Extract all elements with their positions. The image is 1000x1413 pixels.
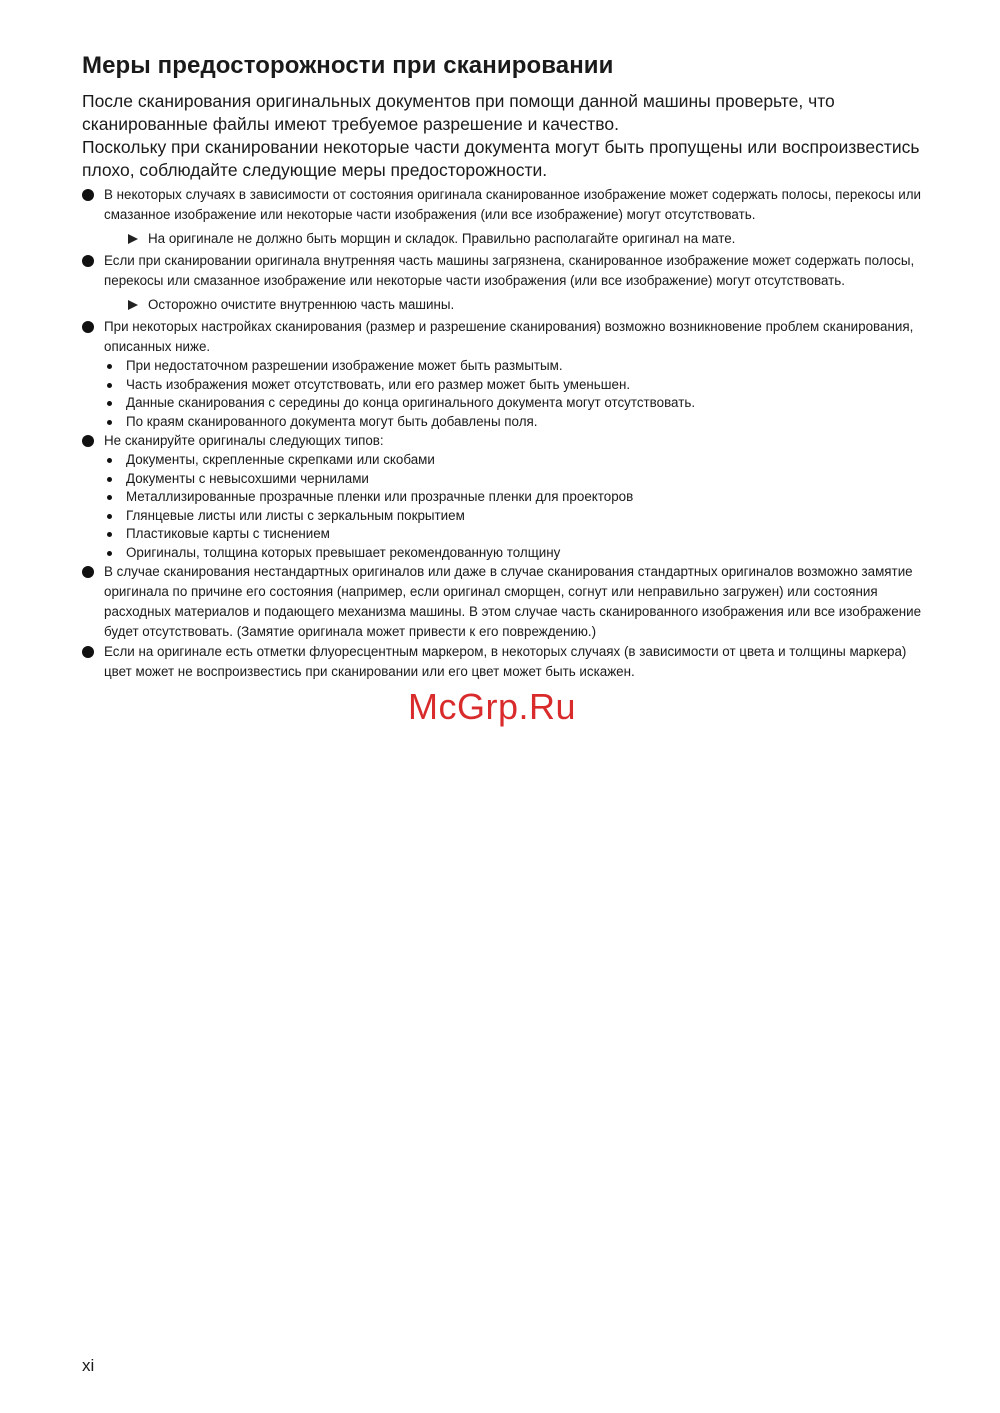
list-item-text: При некоторых настройках сканирования (размер и разрешение сканирования) возможно возникновение проблем сканирования, описанных ниже. (104, 319, 914, 354)
list-item (82, 185, 922, 225)
sub-list-item: Оригиналы, толщина которых превышает рекомендованную толщину (82, 544, 922, 563)
list-item (82, 431, 922, 451)
sub-list-item: При недостаточном разрешении изображение может быть размытым. (82, 357, 922, 376)
sub-list-item: Пластиковые карты с тиснением (82, 525, 922, 544)
list-item-text: Если на оригинале есть отметки флуоресцентным маркером, в некоторых случаях (в зависимости от цвета и толщины маркера) цвет может не воспроизвестись при сканировании или его цвет может быть искажен. (104, 644, 907, 679)
small-bullet-icon (107, 551, 112, 556)
small-bullet-icon (107, 383, 112, 388)
small-bullet-icon (107, 458, 112, 463)
list-item-text: В некоторых случаях в зависимости от состояния оригинала сканированное изображение может содержать полосы, перекосы или смазанное изображение или некоторые части изображения (или все изображение) могут отсутствовать. (104, 187, 922, 222)
sub-list-item: Глянцевые листы или листы с зеркальным покрытием (82, 507, 922, 526)
sub-list-item: Металлизированные прозрачные пленки или прозрачные пленки для проекторов (82, 488, 922, 507)
triangle-arrow-icon (128, 234, 138, 244)
small-bullet-icon (107, 364, 112, 369)
sub-list-item: По краям сканированного документа могут быть добавлены поля. (82, 413, 922, 432)
small-bullet-icon (107, 514, 112, 519)
action-note (82, 295, 922, 315)
list-item (82, 251, 922, 291)
sub-list (82, 451, 922, 562)
sub-list-item: Документы, скрепленные скрепками или скобами (82, 451, 922, 470)
document-page (82, 50, 922, 682)
sub-list-item: Данные сканирования с середины до конца оригинального документа могут отсутствовать. (82, 394, 922, 413)
intro-paragraph-2: Поскольку при сканировании некоторые части документа могут быть пропущены или воспроизвестись плохо, соблюдайте следующие меры предосторожности. (82, 137, 920, 180)
list-item-text: Не сканируйте оригиналы следующих типов: (104, 433, 384, 448)
action-note-text: На оригинале не должно быть морщин и складок. Правильно располагайте оригинал на мате. (148, 231, 736, 246)
small-bullet-icon (107, 495, 112, 500)
intro-paragraph-1: После сканирования оригинальных документов при помощи данной машины проверьте, что сканированные файлы имеют требуемое разрешение и качество. (82, 91, 835, 134)
sub-list-item: Часть изображения может отсутствовать, или его размер может быть уменьшен. (82, 376, 922, 395)
list-item-text: В случае сканирования нестандартных оригиналов или даже в случае сканирования стандартных оригиналов возможно замятие оригинала по причине его состояния (например, если оригинал сморщен, согнут или неправильно загружен) или состояния расходных материалов и подающего механизма машины. В этом случае часть сканированного изображения или все изображение будет отсутствовать. (Замятие оригинала может привести к его повреждению.) (104, 564, 922, 639)
bullet-icon (82, 646, 94, 658)
action-note-text: Осторожно очистите внутреннюю часть машины. (148, 297, 455, 312)
action-note (82, 229, 922, 249)
small-bullet-icon (107, 420, 112, 425)
page-title: Меры предосторожности при сканировании (82, 52, 614, 79)
list-item (82, 562, 922, 642)
bullet-icon (82, 321, 94, 333)
sub-list-item: Документы с невысохшими чернилами (82, 470, 922, 489)
site-watermark: McGrp.Ru (408, 686, 577, 727)
triangle-arrow-icon (128, 300, 138, 310)
list-item-text: Если при сканировании оригинала внутренняя часть машины загрязнена, сканированное изображение может содержать полосы, перекосы или смазанное изображение или некоторые части изображения (или все изображение) могут отсутствовать. (104, 253, 915, 288)
small-bullet-icon (107, 532, 112, 537)
sub-list (82, 357, 922, 431)
small-bullet-icon (107, 477, 112, 482)
bullet-icon (82, 566, 94, 578)
bullet-icon (82, 435, 94, 447)
list-item (82, 317, 922, 357)
list-item (82, 642, 922, 682)
small-bullet-icon (107, 401, 112, 406)
bullet-icon (82, 255, 94, 267)
page-number: xi (82, 1356, 95, 1375)
precautions-list (82, 185, 922, 682)
bullet-icon (82, 189, 94, 201)
